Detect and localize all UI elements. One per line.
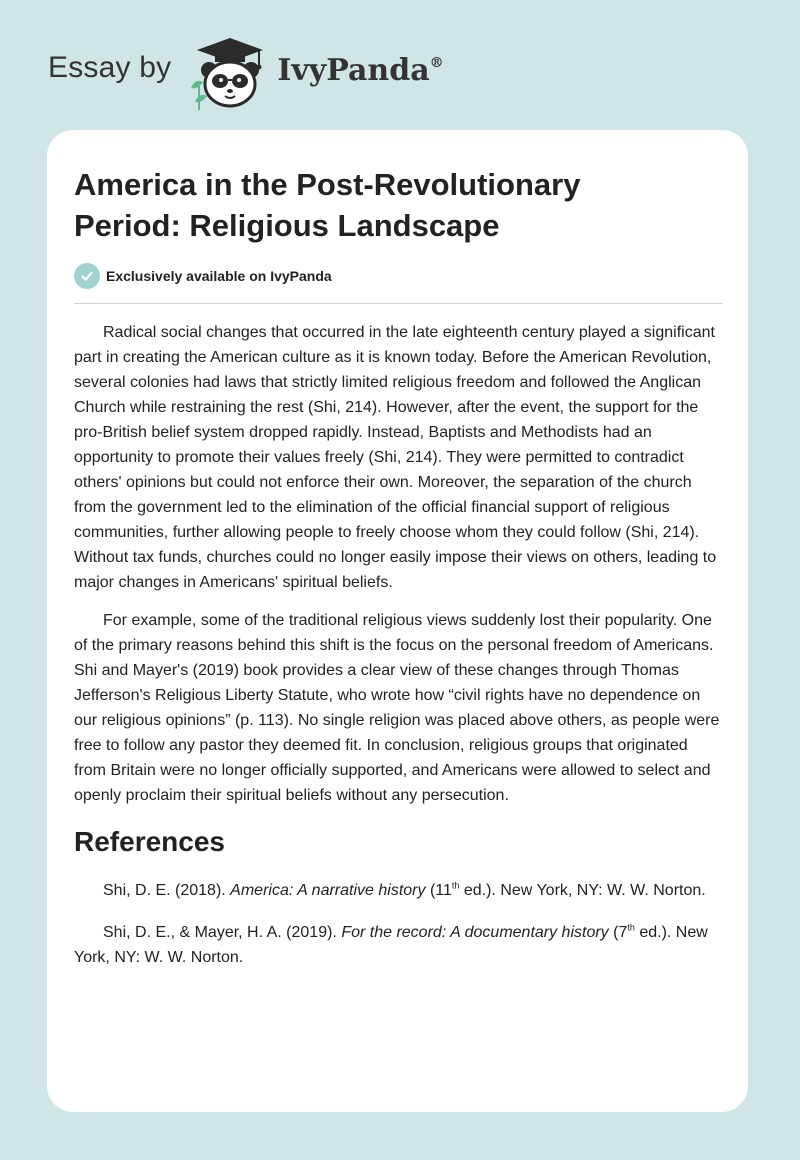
exclusive-label: Exclusively available on IvyPanda xyxy=(106,268,332,284)
reference-title: For the record: A documentary history xyxy=(341,924,609,941)
essay-card xyxy=(47,130,748,1112)
references-heading: References xyxy=(74,826,225,857)
reference-title: America: A narrative history xyxy=(230,882,426,899)
essay-body xyxy=(74,320,724,987)
site-header xyxy=(48,32,444,112)
panda-logo-icon[interactable] xyxy=(185,32,275,112)
divider xyxy=(74,303,723,304)
page-title: America in the Post-Revolutionary Period: Religious Landscape xyxy=(74,167,581,243)
registered-mark: ® xyxy=(429,54,444,71)
paragraph: Radical social changes that occurred in the late eighteenth century played a significant part in creating the American culture as it is known today. Before the American Revolution, several colonies had laws that strictly limited religious freedom and followed the Anglican Church while restraining the rest (Shi, 214). However, after the event, the support for the pro-British belief system dropped rapidly. Instead, Baptists and Methodists had an opportunity to promote their values freely (Shi, 214). They were permitted to contradict others' opinions but could not enforce their own. Moreover, the separation of the church from the government led to the elimination of the official financial support of religious communities, further allowing people to freely choose whom they could follow (Shi, 214). Without tax funds, churches could no longer easily impose their views on others, leading to major changes in Americans' spiritual beliefs. xyxy=(74,324,717,591)
checkmark-icon xyxy=(74,263,100,289)
reference-item: Shi, D. E. (2018). America: A narrative history (11th ed.). New York, NY: W. W. Norton. xyxy=(103,880,706,899)
paragraph: For example, some of the traditional religious views suddenly lost their popularity. One of the primary reasons behind this shift is the focus on the personal freedom of Americans. Shi and Mayer's (2019) book provides a clear view of these changes through Thomas Jefferson's Religious Liberty Statute, who wrote how “civil rights have no dependence on our religious opinions” (p. 113). No single religion was placed above others, as people were free to follow any pastor they deemed fit. In conclusion, religious groups that originated from Britain were no longer officially supported, and Americans were allowed to select and openly proclaim their spiritual beliefs without any persecution. xyxy=(74,612,720,804)
essay-by-label: Essay by xyxy=(48,51,172,84)
reference-item: Shi, D. E., & Mayer, H. A. (2019). For the record: A documentary history (7th ed.). New York, NY: W. W. Norton. xyxy=(74,922,708,966)
brand-name[interactable]: IvyPanda® xyxy=(277,52,444,88)
exclusive-badge xyxy=(74,263,332,289)
